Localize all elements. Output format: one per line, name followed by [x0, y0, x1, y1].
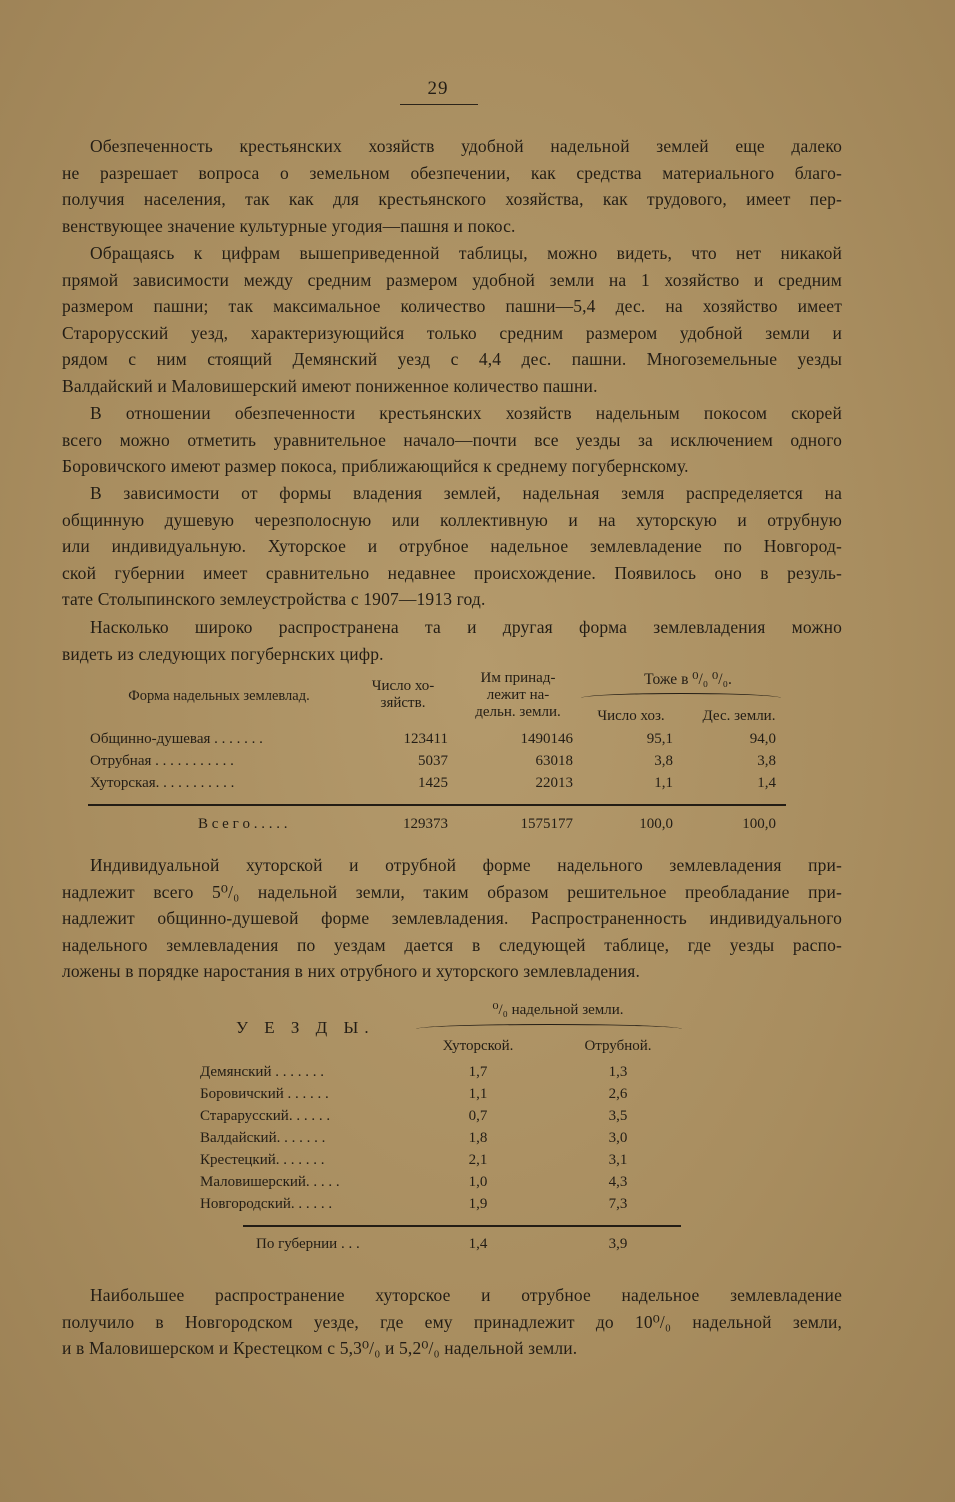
paragraph-4: [62, 480, 842, 613]
otrub-cell: 3,1: [608, 1152, 628, 1168]
paragraph-5: [62, 614, 842, 667]
row-name: Крестецкий. . . . . . .: [200, 1152, 325, 1168]
khutor-cell: 0,7: [468, 1108, 488, 1124]
table-row: [198, 1130, 678, 1152]
khutor-cell: 1,1: [468, 1086, 488, 1102]
table-total-row: [198, 1236, 678, 1258]
column-header-form: Форма надельных землевлад.: [128, 688, 310, 704]
otrub-cell: 1,3: [608, 1064, 628, 1080]
text-line: В зависимости от формы владения землей, надельная земля распределяется на: [90, 483, 842, 503]
column-header-pct-land: Дес. земли.: [702, 708, 776, 724]
text-line: В отношении обезпеченности крестьянских хозяйств надельным покосом скорей: [90, 403, 842, 423]
text-line: надельного землевладения по уездам дается в следующей таблице, где уезды распо-: [62, 934, 842, 955]
text-line: Индивидуальной хуторской и отрубной форме надельного землевладения при-: [90, 855, 842, 875]
table-row: [198, 1108, 678, 1130]
row-name: Новгородский. . . . . .: [200, 1196, 333, 1212]
otrub-cell: 7,3: [608, 1196, 628, 1212]
pct-households-cell: 100,0: [639, 816, 673, 832]
column-header-otrub: Отрубной.: [584, 1038, 652, 1054]
row-name: По губернии . . .: [256, 1236, 360, 1252]
khutor-cell: 1,0: [468, 1174, 488, 1190]
paragraph-2: [62, 240, 842, 400]
row-name: В с е г о . . . . .: [198, 816, 288, 832]
table-row: [198, 1152, 678, 1174]
khutor-cell: 1,8: [468, 1130, 488, 1146]
text-line: рядом с ним стоящий Демянский уезд с 4,4 дес. пашни. Многоземельные уезды: [62, 349, 842, 370]
text-line: общинную душевую черезполосную или коллективную и на хуторскую и отрубную: [62, 509, 842, 530]
paragraph-7: [62, 1282, 842, 1362]
column-header-khutor: Хуторской.: [442, 1038, 514, 1054]
otrub-cell: 3,0: [608, 1130, 628, 1146]
otrub-cell: 4,3: [608, 1174, 628, 1190]
text-line: Валдайский и Маловишерский имеют пониженное количество пашни.: [62, 375, 598, 396]
pct-households-cell: 1,1: [654, 775, 673, 791]
land-cell: 22013: [535, 775, 573, 791]
khutor-cell: 1,7: [468, 1064, 488, 1080]
column-header-same-pct: Тоже в ⁰/₀ ⁰/₀.: [644, 671, 732, 688]
table-row: [198, 1174, 678, 1196]
households-cell: 123411: [403, 731, 448, 747]
row-name: Старарусский. . . . . .: [200, 1108, 331, 1124]
header-brace: [416, 1024, 682, 1029]
paragraph-6: [62, 852, 842, 985]
households-cell: 5037: [418, 753, 448, 769]
total-rule: [243, 1225, 681, 1227]
text-line: венствующее значение культурные угодия—пашня и покос.: [62, 215, 516, 236]
khutor-cell: 1,4: [468, 1236, 488, 1252]
otrub-cell: 2,6: [608, 1086, 628, 1102]
pct-land-cell: 3,8: [757, 753, 776, 769]
text-line: видеть из следующих погубернских цифр.: [62, 643, 384, 664]
pct-households-cell: 3,8: [654, 753, 673, 769]
text-line: Боровичского имеют размер покоса, приближающийся к среднему погубернскому.: [62, 456, 689, 477]
header-line: зяйств.: [380, 695, 426, 711]
row-name: Валдайский. . . . . . .: [200, 1130, 326, 1146]
column-header-households: [348, 678, 458, 712]
text-line: размером пашни; так максимальное количество пашни—5,4 дес. на хозяйство имеет: [62, 296, 842, 317]
text-line: или индивидуальную. Хуторское и отрубное надельное землевладение по Новгород-: [62, 536, 842, 557]
row-name: Демянский . . . . . . .: [200, 1064, 324, 1080]
land-cell: 1490146: [520, 731, 573, 747]
text-line: ской губернии имеет сравнительно недавнее происхождение. Появилось оно в резуль-: [62, 562, 842, 583]
pct-households-cell: 95,1: [646, 731, 673, 747]
paragraph-3: [62, 400, 842, 480]
land-cell: 1575177: [520, 816, 573, 832]
column-header-group: ⁰/₀ надельной земли.: [492, 1002, 624, 1018]
text-line: ложены в порядке наростания в них отрубного и хуторского землевладения.: [62, 961, 641, 982]
text-line: получило в Новгородском уезде, где ему принадлежит до 10⁰/₀ надельной земли,: [62, 1311, 842, 1332]
text-line: получия населения, так как для крестьянского хозяйства, как трудового, имеет пер-: [62, 189, 842, 210]
header-brace: [581, 693, 781, 698]
column-header-land: [458, 670, 578, 721]
header-line: лежит на-: [486, 687, 550, 703]
table-row: [88, 753, 788, 775]
table-row: [198, 1196, 678, 1218]
table-row: [198, 1064, 678, 1086]
text-line: Обезпеченность крестьянских хозяйств удобной надельной землей еще далеко: [90, 136, 842, 156]
row-name: Маловишерский. . . . .: [200, 1174, 340, 1190]
page-number: 29: [427, 78, 449, 99]
otrub-cell: 3,5: [608, 1108, 628, 1124]
pct-land-cell: 1,4: [757, 775, 776, 791]
pct-land-cell: 94,0: [749, 731, 776, 747]
text-line: тате Столыпинского землеустройства с 1907—1913 год.: [62, 589, 486, 610]
row-name: Общинно-душевая . . . . . . .: [90, 731, 263, 747]
column-header-uezdy: У Е З Д Ы.: [236, 1018, 375, 1037]
table-row: [88, 731, 788, 753]
header-line: Им принад-: [480, 670, 556, 686]
total-rule: [88, 804, 786, 806]
table-total-row: [88, 816, 788, 838]
text-line: не разрешает вопроса о земельном обезпечении, как средства материального благо-: [62, 162, 842, 183]
text-line: надлежит всего 5⁰/₀ надельной земли, таким образом решительное преобладание при-: [62, 881, 842, 902]
table-row: [88, 775, 788, 797]
table-row: [198, 1086, 678, 1108]
households-cell: 129373: [403, 816, 448, 832]
text-line: надлежит общинно-душевой форме землевладения. Распространенность индивидуального: [62, 908, 842, 929]
row-name: Боровичский . . . . . .: [200, 1086, 329, 1102]
households-cell: 1425: [418, 775, 448, 791]
text-line: прямой зависимости между средним размером удобной земли на 1 хозяйство и средним: [62, 269, 842, 290]
land-cell: 63018: [535, 753, 573, 769]
text-line: и в Маловишерском и Крестецком с 5,3⁰/₀ и 5,2⁰/₀ надельной земли.: [62, 1338, 578, 1359]
row-name: Отрубная . . . . . . . . . . .: [90, 753, 234, 769]
header-line: дельн. земли.: [475, 704, 561, 720]
text-line: Наибольшее распространение хуторское и отрубное надельное землевладение: [90, 1285, 842, 1305]
row-name: Хуторская. . . . . . . . . . .: [90, 775, 235, 791]
column-header-pct-households: Число хоз.: [597, 708, 665, 724]
text-line: Старорусский уезд, характеризующийся только средним размером удобной земли и: [62, 322, 842, 343]
otrub-cell: 3,9: [608, 1236, 628, 1252]
pct-land-cell: 100,0: [742, 816, 776, 832]
text-line: Обращаясь к цифрам вышеприведенной таблицы, можно видеть, что нет никакой: [90, 243, 842, 263]
page-number-rule: [400, 104, 478, 105]
khutor-cell: 1,9: [468, 1196, 488, 1212]
khutor-cell: 2,1: [468, 1152, 488, 1168]
paragraph-1: [62, 133, 842, 239]
text-line: Насколько широко распространена та и другая форма землевладения можно: [90, 617, 842, 637]
text-line: всего можно отметить уравнительное начало—почти все уезды за исключением одного: [62, 429, 842, 450]
header-line: Число хо-: [371, 678, 435, 694]
